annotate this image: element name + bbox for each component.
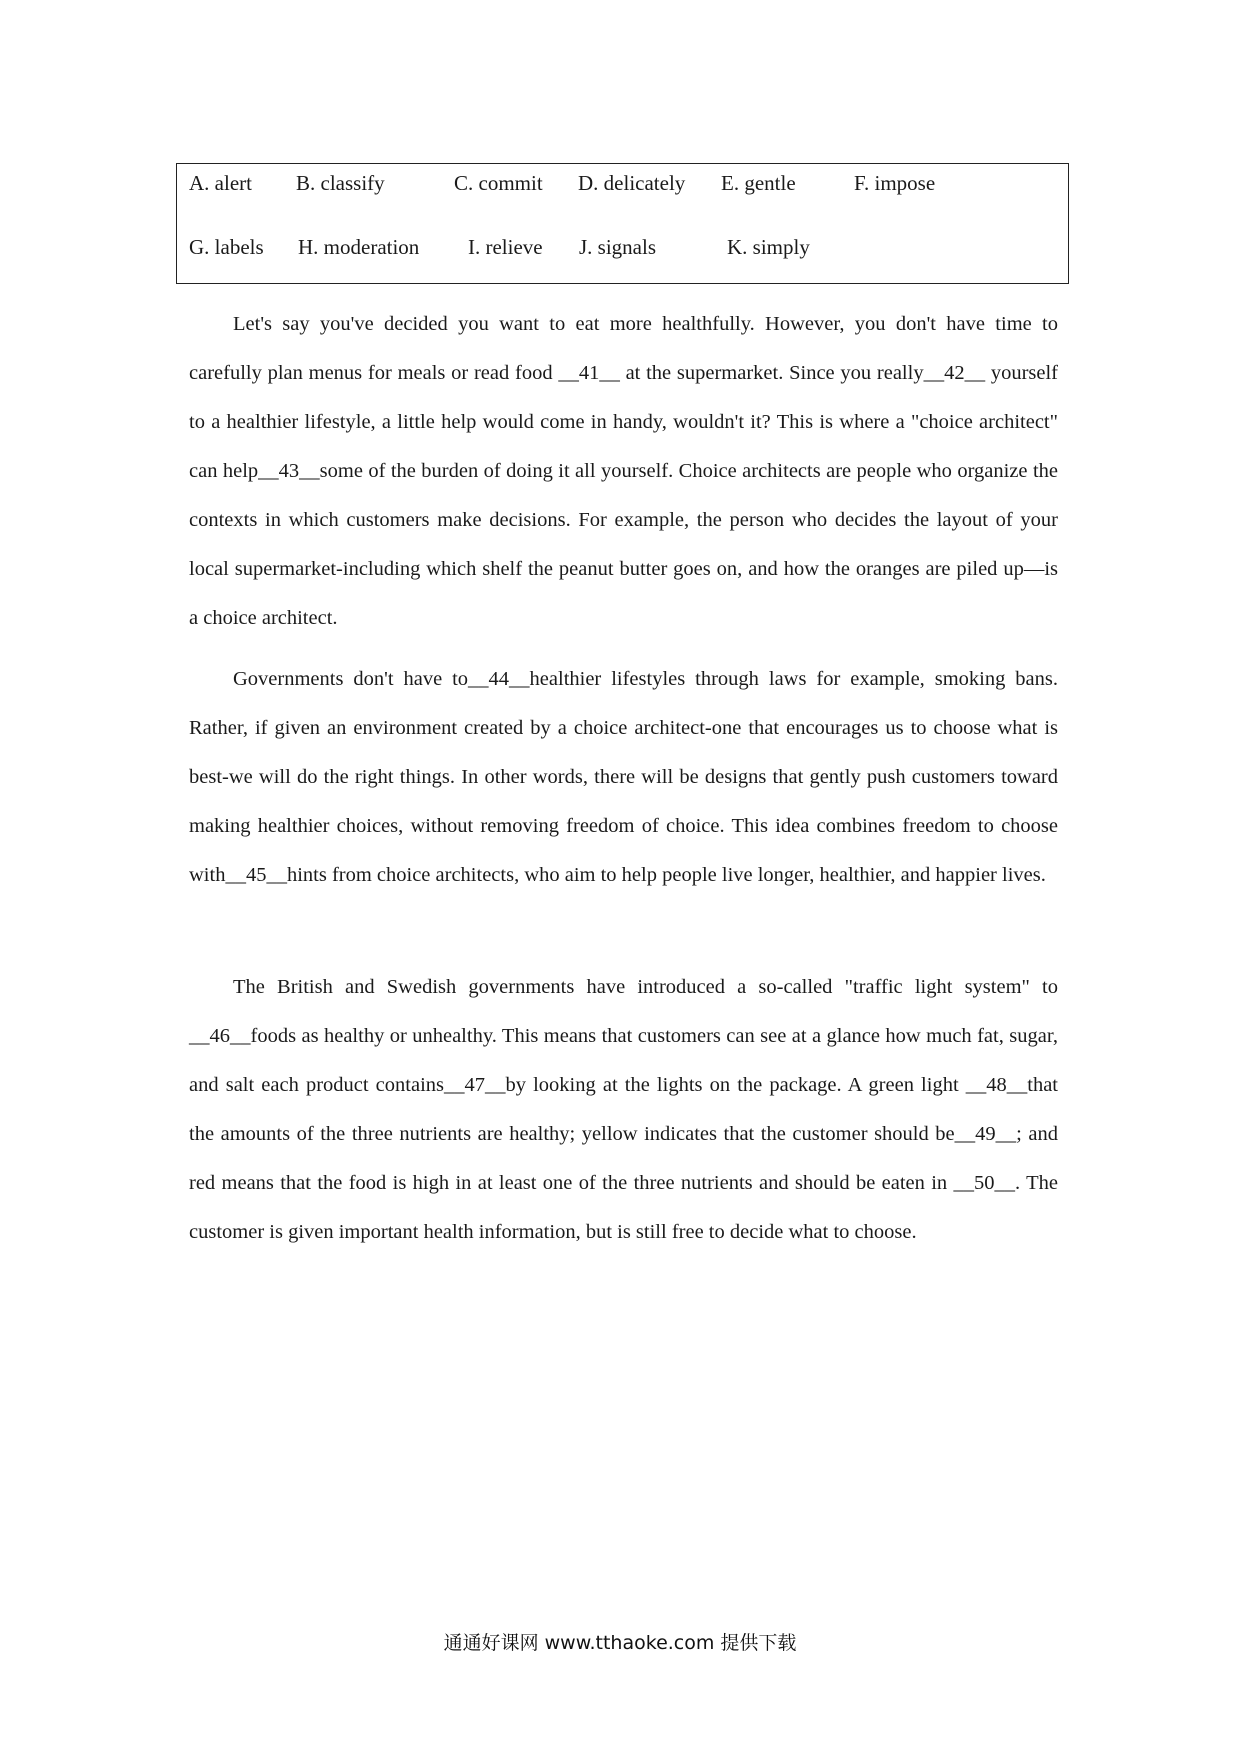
footer-watermark: 通通好课网 www.tthaoke.com 提供下载 [443, 1632, 797, 1654]
option-b: B. classify [296, 171, 385, 195]
option-g: G. labels [189, 235, 264, 259]
option-h: H. moderation [298, 235, 420, 259]
option-a: A. alert [189, 171, 252, 195]
passage-paragraph-1: Let's say you've decided you want to eat more healthfully. However, you don't have time to carefully plan menus for meals or read food __41__ at the supermarket. Since you really__42__ yourself to a healthier lifestyle, a little help would come in handy, wouldn't it? This is where a "choice architect" can help__43__some of the burden of doing it all yourself. Choice architects are people who organize the contexts in which customers make decisions. For example, the person who decides the layout of your local supermarket-including which shelf the peanut butter goes on, and how the oranges are piled up—is a choice architect. [189, 313, 1058, 629]
option-i: I. relieve [468, 235, 543, 259]
passage-paragraph-2: Governments don't have to__44__healthier lifestyles through laws for example, smoking bans. Rather, if given an environment created by a choice architect-one that encourages us to choose what is best-we will do the right things. In other words, there will be designs that gently push customers toward making healthier choices, without removing freedom of choice. This idea combines freedom to choose with__45__hints from choice architects, who aim to help people live longer, healthier, and happier lives. [189, 668, 1058, 886]
passage-paragraph-3: The British and Swedish governments have introduced a so-called "traffic light system" to __46__foods as healthy or unhealthy. This means that customers can see at a glance how much fat, sugar, and salt each product contains__47__by looking at the lights on the package. A green light __48__that the amounts of the three nutrients are healthy; yellow indicates that the customer should be__49__; and red means that the food is high in at least one of the three nutrients and should be eaten in __50__. The customer is given important health information, but is still free to decide what to choose. [189, 976, 1058, 1243]
option-j: J. signals [579, 235, 657, 259]
option-d: D. delicately [578, 171, 686, 195]
word-bank-box [176, 163, 1069, 284]
option-e: E. gentle [721, 171, 796, 195]
option-k: K. simply [727, 235, 810, 259]
option-c: C. commit [454, 171, 543, 195]
option-f: F. impose [854, 171, 936, 195]
